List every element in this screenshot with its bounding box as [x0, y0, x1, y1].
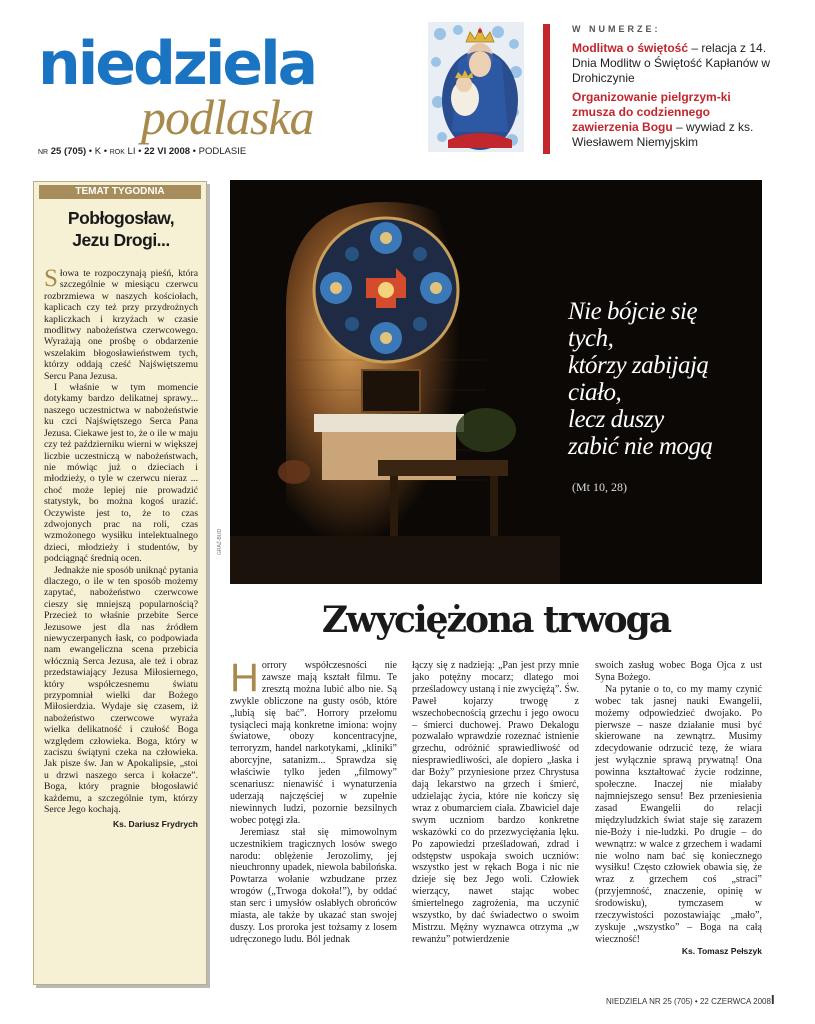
page-footer: NIEDZIELA NR 25 (705) • 22 CZERWCA 2008: [606, 997, 771, 1006]
inside-heading: W NUMERZE:: [572, 24, 661, 34]
article-dropcap: H: [230, 656, 259, 700]
masthead-logo: [38, 29, 378, 145]
year-label: ROK: [109, 149, 125, 156]
sidebar-title: Pobłogosław, Jezu Drogi...: [67, 208, 175, 250]
article-signature: Ks. Tomasz Pełszyk: [681, 945, 762, 956]
article-paragraph: Jeremiasz stał się mimowolnym uczestnikiem tragicznych losów swego narodu: oblężenie Jerozolimy, jej nieuchronny upadek, niewola babilońska. Powtarza wołanie wzbudzane przez wrogów („Trwoga dokoła!”), by oddać stan serc i umysłów osłabłych obrońców miasta, ale także by ukazać stan swojej duszy. Los proroka jest tożsamy z losem udręczonego ludu. Ból jednak: [230, 826, 397, 945]
inside-item[interactable]: Organizowanie pielgrzym-ki zmusza do codziennego zawierzenia Bogu – wywiad z ks. Wiesławem Niemyjskim: [572, 90, 754, 149]
quote-reference: (Mt 10, 28): [572, 480, 627, 494]
year: LI: [127, 146, 136, 157]
issue-number: 25 (705): [50, 146, 87, 157]
inside-box: [572, 22, 772, 154]
issue-region: PODLASIE: [198, 146, 247, 157]
topic-tag: TEMAT TYGODNIA: [39, 185, 201, 199]
article-paragraph: swoich zasług wobec Boga Ojca z ust Syna Bożego.: [595, 660, 762, 683]
sidebar-dropcap: S: [44, 265, 58, 292]
article-paragraph: Na pytanie o to, co my mamy czynić wobec tak jasnej nauki Ewangelii, możemy odpowiedzieć dwojako. Po pierwsze – nasze działanie musi być skierowane na zewnątrz. Musimy zdecydowanie odrzucić tezę, że wiara jest wyłącznie sprawą prywatną! Ona powinna kształtować życie rodzinne, społeczne. Inaczej nie miałaby najmniejszego sensu! Bez przeniesienia zasad Ewangelii do relacji międzyludzkich świat staje się zarazem nie-Boży i nie-ludzki. Po drugie – do wewnątrz: w walce z grzechem i wadami nie wolno nam bać się koniecznego wysiłku! Często człowiek obawia się, że wraz z grzechem coś „straci” (przyjemność, znaczenie, opinię w środowisku), tymczasem w rzeczywistości pozostawiając „mało”, zyskuje „wszystko” – Boga na całą wieczność!: [595, 683, 762, 945]
sidebar-paragraph: Jednakże nie sposób uniknąć pytania dlaczego, o ile w ten sposób możemy zapytać, nabożeństwo czerwcowe cieszy się mniejszą popularnością? Przecież to właśnie przebite Serce Jezusowe jest dla nas źródłem niewyczerpanych łask, co podpowiada nam ewangeliczna scena przebicia włócznią Serca Jezusa, ale też i obraz przedstawiający Jezusa Miłosiernego, który współczesnemu światu przypomniał wielki dar Bożego Miłosierdzia. Wydaje się czasem, iż nabożeństwo czerwcowe wyraża wielka delikatność i czułość Boga względem człowieka. Boga, który w zaciszu świątyni czeka na człowieka. Jak pisze św. Jan w Apokalipsie, „stoi u drzwi naszego serca i kołacze”. Boga, który pragnie błogosławić każdemu, a szczególnie tym, którzy Serce Jego kochają.: [44, 564, 198, 816]
title-sub: podlaska: [141, 89, 314, 145]
article-column: [412, 660, 579, 946]
issue-edition: K: [94, 146, 102, 157]
sidebar-signature: Ks. Dariusz Frydrych: [112, 818, 198, 829]
page-number: I: [771, 992, 775, 1007]
sidebar-paragraph: I właśnie w tym momencie dotykamy bardzo delikatnej sprawy... naszego uczestnictwa w nabożeństwie ku czci Najświętszego Serca Pana Jezusa. Ciekawe jest to, że o ile w maju czy też październiku wierni w większej liczbie uczestniczą w nabożeństwach, nie mówiąc już o dzieciach i młodzieży, o tyle w czerwcu nieraz ... choć może lepiej nie prowadzić statystyk, bo można kogoś urazić. Oczywiste jest to, że to czas zdwojonych prac na roli, czas wzmożonego wysiłku intelektualnego dzieci, młodzieży i studentów, by podciągnąć średnią ocen.: [44, 382, 198, 565]
inside-item[interactable]: Modlitwa o świętość – relacja z 14. Dnia Modlitw o Świętość Kapłanów w Drohiczynie: [572, 41, 771, 85]
article-headline: Zwyciężona trwoga: [321, 599, 671, 641]
article-column: [595, 660, 762, 958]
madonna-icon-image: [428, 22, 524, 152]
sidebar-text: Słowa te rozpoczynają pieśń, która szczególnie w miesiącu czerwcu rozbrzmiewa w naszych kościołach, kaplicach czy też przy przydrożnych kapliczkach i krzyżach w czasie modlitwy nabożeństwa czerwcowego. Wyrażają one prośbę o obdarzenie wszelakim błogosławieństwem tych, którzy oddają cześć Najświętszemu Sercu Pana Jezusa. I właśnie w tym momencie dotykamy bardzo delikatnej sprawy... naszego uczestnictwa w nabożeństwie ku czci Najświętszego Serca Pana Jezusa. Ciekawe jest to, że o ile w maju czy też październiku wierni w większej liczbie uczestniczą w nabożeństwach, nie mówiąc już o dzieciach i młodzieży, o tyle w czerwcu nieraz ... choć może lepiej nie prowadzić statystyk, bo można kogoś urazić. Oczywiste jest to, że to czas zdwojonych prac na roli, czas wzmożonego wysiłku intelektualnego dzieci, młodzieży i studentów, by podciągnąć średnią ocen. Jednakże nie sposób uniknąć pytania dlaczego, o ile w ten sposób możemy zapytać, nabożeństwo czerwcowe cieszy się mniejszą popularnością? Przecież to właśnie przebite Serce Jezusowe jest dla nas źródłem niewyczerpanych łask, co podpowiada nam ewangeliczna scena przebicia włócznią Serca Jezusa, ale też i obraz przedstawiający Jezusa Miłosiernego, który współczesnemu światu przypomniał wielki dar Bożego Miłosierdzia. Wydaje się czasem, iż nabożeństwo czerwcowe wyraża wielka delikatność i czułość Boga względem człowieka. Boga, który w zaciszu świątyni czeka na człowieka. Jak pisze św. Jan w Apokalipsie, „stoi u drzwi naszego serca i kołacze”. Boga, który pragnie błogosławić każdemu, a szczególnie tym, którzy Serce Jego kochają. Ks. Dariusz Frydrych: [44, 265, 198, 829]
issue-line: NR 25 (705) • K • ROK LI • 22 VI 2008 • PODLASIE: [38, 146, 247, 157]
topic-of-week-box: [33, 181, 207, 985]
issue-prefix: NR: [38, 149, 49, 156]
inside-accent-bar: [543, 24, 550, 154]
bible-quote: Nie bójcie się tych, którzy zabijają ciało, lecz duszy zabić nie mogą: [568, 298, 713, 460]
article-column: Horrory współczesności nie zawsze mają kształt filmu. Te zresztą można lubić albo nie. Są zwykle obliczone na gusty osób, które „lubią się bać”. Horrory przełomu tysiącleci mają konkretne imiona: wojny światowe, obozy koncentracyjne, terroryzm, handel narkotykami, „kliniki” aborcyjne, satanizm... Sprawdza się właściwie tylko jeden „filmowy” scenariusz: nienawiść i wynaturzenia uderzają najczęściej w zupełnie niewinnych ludzi, pozornie bezsilnych wobec potęgi zła. Jeremiasz stał się mimowolnym uczestnikiem tragicznych losów swego narodu: oblężenie Jerozolimy, jej nieuchronny upadek, niewola babilońska. Powtarza wołanie wzbudzane przez wrogów („Trwoga dokoła!”), by oddać stan serc i umysłów osłabłych obrońców miasta, ale także by ukazać stan swojej duszy. Los proroka jest tożsamy z losem udręczonego ludu. Ból jednak: [230, 656, 397, 945]
photo-credit: GRAŻ-BUD: [217, 528, 223, 555]
title-main: niedziela: [38, 29, 316, 99]
issue-date: 22 VI 2008: [144, 146, 191, 157]
article-paragraph: łączy się z nadzieją: „Pan jest przy mnie jako potężny mocarz; dlatego moi prześladowcy ustaną i nie zwyciężą”. Św. Paweł kojarzy trwogę z wszechobecnością grzechu i jego owocu – śmierci duchowej. Prawo Dekalogu pozwalało wprawdzie rozeznać istnienie grzechu, odróżnić sprawiedliwość od niesprawiedliwości, ale dopiero „łaska i dar Boży” przyniesione przez Chrystusa dają lekarstwo na grzech i śmierć, udzielając życia, które nie kończy się wraz z obumarciem ciała. Zbawiciel daje swym uczniom bardzo konkretne wskazówki co do przezwyciężania lęku. Po zapowiedzi prześladowań, zdrad i odstępstw uspokaja swoich uczniów: wszystko jest w rękach Boga i nic nie dzieje się bez Jego woli. Człowiek wierzący, nawet stając wobec śmiertelnego zagrożenia, ma uczynić wszystko, by dać świadectwo o swoim Mistrzu. Mężny wyznawca otrzyma „w rewanżu” potwierdzenie: [412, 660, 579, 945]
